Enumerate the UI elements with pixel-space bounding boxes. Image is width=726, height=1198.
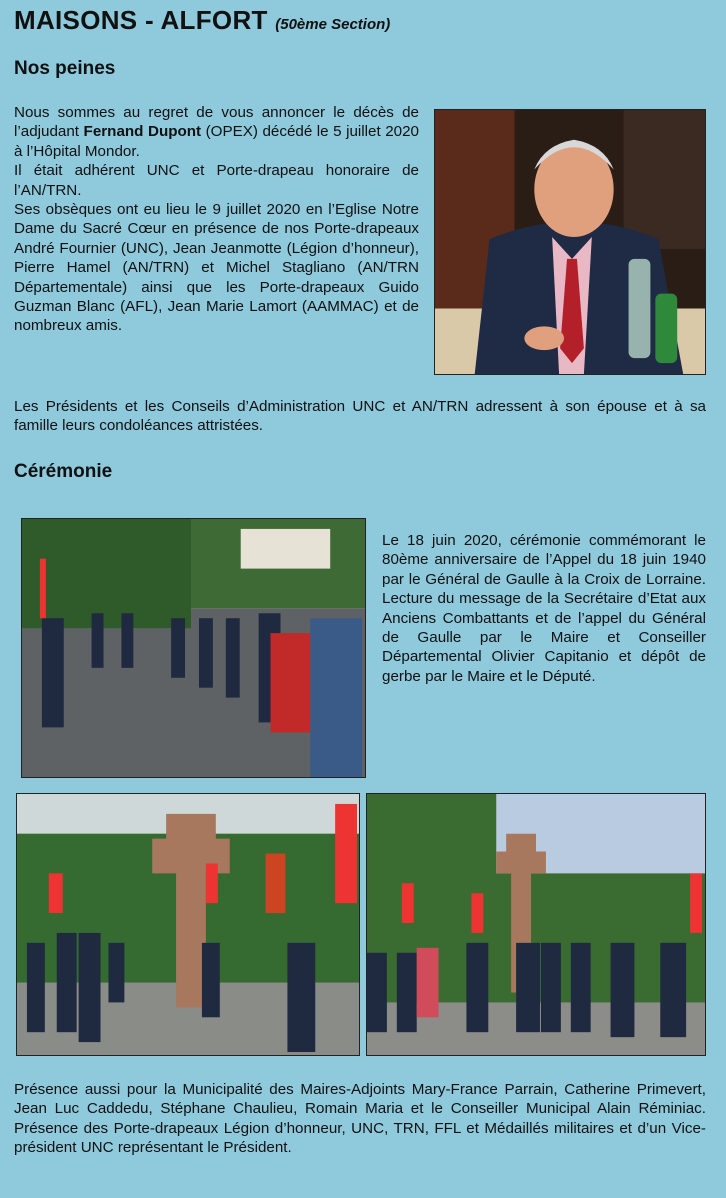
page-title bbox=[14, 5, 390, 36]
ceremony-photo-3 bbox=[366, 793, 706, 1056]
obituary-paragraph-3: Ses obsèques ont eu lieu le 9 juillet 2020 en l’Eglise Notre Dame du Sacré Cœur en présence de nos Porte-drapeaux André Fournier (UNC), Jean Jeanmotte (Légion d’honneur), Pierre Hamel (AN/TRN) et Michel Stagliano (AN/TRN Départementale) ainsi que les Porte-drapeaux Guido Guzman Blanc (AFL), Jean Marie Lamort (AAMMAC) et de nombreux amis. bbox=[14, 201, 419, 335]
condolences-paragraph: Les Présidents et les Conseils d’Administration UNC et AN/TRN adressent à son épouse et à sa famille leurs condoléances attristées. bbox=[14, 398, 706, 435]
deceased-name: Fernand Dupont bbox=[83, 123, 202, 141]
portrait-photo bbox=[434, 109, 706, 375]
ceremony-photo-1 bbox=[21, 518, 366, 778]
ceremony-paragraph-2: Présence aussi pour la Municipalité des Maires-Adjoints Mary-France Parrain, Catherine Primevert, Jean Luc Caddedu, Stéphane Chaulieu, Romain Maria et le Conseiller Municipal Alain Réminiac. Présence des Porte-drapeaux Légion d’honneur, UNC, TRN, FFL et Médaillés militaires et d’un Vice-président UNC représentant le Président. bbox=[14, 1081, 706, 1157]
heading-nos-peines: Nos peines bbox=[14, 58, 116, 79]
section-number: (50ème Section) bbox=[275, 16, 391, 33]
section-name: MAISONS - ALFORT bbox=[14, 5, 268, 35]
obituary-paragraph-2: Il était adhérent UNC et Porte-drapeau honoraire de l’AN/TRN. bbox=[14, 162, 419, 199]
heading-ceremonie: Cérémonie bbox=[14, 461, 113, 482]
ceremony-paragraph-1: Le 18 juin 2020, cérémonie commémorant le 80ème anniversaire de l’Appel du 18 juin 1940 par le Général de Gaulle à la Croix de Lorraine. Lecture du message de la Secrétaire d’Etat aux Anciens Combattants et de l’appel du Général de Gaulle par le Maire et Conseiller Départemental Olivier Capitanio et dépôt de gerbe par le Maire et le Député. bbox=[382, 532, 706, 685]
ceremony-photo-2 bbox=[16, 793, 360, 1056]
obituary-text bbox=[14, 103, 419, 336]
obituary-paragraph-1: Nous sommes au regret de vous annoncer le décès de l’adjudant Fernand Dupont (OPEX) décédé le 5 juillet 2020 à l’Hôpital Mondor. bbox=[14, 104, 419, 160]
